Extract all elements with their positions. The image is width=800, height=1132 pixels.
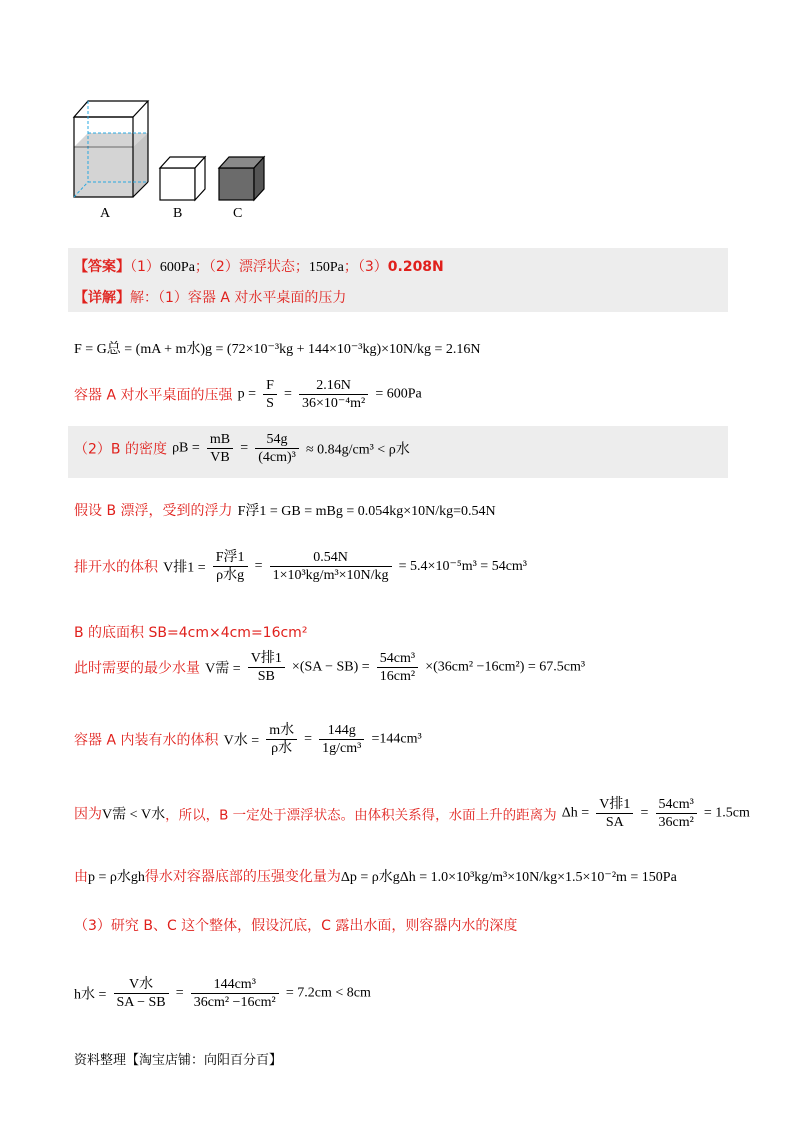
fraction: $\frac{F}{S}$ (263, 377, 277, 412)
fraction: $\frac{\text{F浮1}}{\text{ρ水g}}$ (213, 549, 248, 584)
detail-text: 解：（1）容器 A 对水平桌面的压力 (130, 290, 347, 306)
rise-condition: V需 < V水 (102, 807, 166, 823)
pressure-a-label: 容器 A 对水平桌面的压强 (74, 387, 233, 404)
detail-line (74, 287, 346, 307)
footer-text: 资料整理【淘宝店铺：向阳百分百】 (74, 1053, 283, 1068)
rise-text: ，所以，B 一定处于漂浮状态。由体积关系得，水面上升的距离为 (165, 807, 557, 824)
label-c: C (233, 206, 243, 221)
containers-figure (66, 95, 276, 225)
min-water-line: 此时需要的最少水量 V需 = $\frac{\text{V排1}}{SB}$ ×(SA − SB) = $\frac{\text{54cm³}}{\text{16cm²}}$ ×(36cm² −16cm²) = 67.5cm³ (74, 651, 586, 684)
answer-tag: 【答案】 (74, 259, 130, 275)
force-equation: F = G总 = (mA + m水)g = (72×10⁻³kg + 144×10⁻³kg)×10N/kg = 2.16N (74, 342, 481, 357)
rise-line: 因为V需 < V水，所以，B 一定处于漂浮状态。由体积关系得，水面上升的距离为 Δh = $\frac{\text{V排1}}{SA}$ = $\frac{\text{54cm³}}{\text{36cm²}}$ = 1.5cm (74, 797, 750, 830)
density-b-line: （2）B 的密度 ρB = $\frac{mB}{VB}$ = $\frac{54g}{\text{(4cm)³}}$ ≈ 0.84g/cm³ < ρ水 (74, 432, 410, 465)
area-b: B 的底面积 SB=4cm×4cm=16cm² (74, 625, 308, 641)
buoy-equation: F浮1 = GB = mBg = 0.054kg×10N/kg=0.54N (237, 504, 496, 519)
buoy-line (74, 500, 496, 520)
pressure-a-line: 容器 A 对水平桌面的压强 p = $\frac{F}{S}$ = $\frac{2.16N}{\text{36×10⁻⁴m²}}$ = 600Pa (74, 378, 422, 411)
cube-b (160, 157, 205, 200)
fraction: $\frac{2.16N}{\text{36×10⁻⁴m²}}$ (299, 377, 368, 412)
min-water-label: 此时需要的最少水量 (74, 660, 200, 677)
fraction: $\frac{0.54N}{\text{1×10³kg/m³×10N/kg}}$ (270, 549, 392, 584)
density-b-label: （2）B 的密度 (74, 441, 167, 458)
label-b: B (173, 206, 183, 221)
label-a: A (100, 206, 111, 221)
answer-p1: 600Pa (159, 260, 195, 275)
pchange-line: 由p = ρ水gh得水对容器底部的压强变化量为Δp = ρ水gΔh = 1.0×10³kg/m³×10N/kg×1.5×10⁻²m = 150Pa (74, 869, 677, 885)
fraction: $\frac{\text{144cm³}}{\text{36cm² −16cm²}}$ (191, 976, 279, 1011)
depth-line: h水 = $\frac{\text{V水}}{SA - SB}$ = $\frac{\text{144cm³}}{\text{36cm² −16cm²}}$ = 7.2cm < 8cm (74, 977, 371, 1010)
answer-p2: 150Pa (308, 260, 344, 275)
answer-p3: 0.208N (387, 259, 444, 275)
cube-c (219, 157, 264, 200)
fraction: $\frac{\text{m水}}{\text{ρ水}}$ (266, 722, 297, 757)
answer-line: 【答案】（1）600Pa；（2）漂浮状态；150Pa；（3）0.208N (74, 259, 444, 275)
fraction: $\frac{\text{54cm³}}{\text{36cm²}}$ (656, 796, 697, 831)
pchange-formula: p = ρ水gh (88, 870, 145, 885)
displaced-line: 排开水的体积 V排1 = $\frac{\text{F浮1}}{\text{ρ水g}}$ = $\frac{0.54N}{\text{1×10³kg/m³×10N/kg}}$ = 5.4×10⁻⁵m³ = 54cm³ (74, 550, 528, 583)
fraction: $\frac{\text{V排1}}{SA}$ (596, 796, 633, 831)
water-vol-label: 容器 A 内装有水的体积 (74, 732, 219, 749)
fraction: $\frac{\text{V排1}}{SB}$ (248, 650, 285, 685)
container-a (74, 101, 148, 197)
part3-text: （3）研究 B、C 这个整体，假设沉底，C 露出水面，则容器内水的深度 (74, 918, 518, 934)
fraction: $\frac{144g}{\text{1g/cm³}}$ (319, 722, 364, 757)
pchange-text: 得水对容器底部的压强变化量为 (144, 869, 341, 885)
detail-tag: 【详解】 (74, 290, 130, 306)
pchange-equation: Δp = ρ水gΔh = 1.0×10³kg/m³×10N/kg×1.5×10⁻²m = 150Pa (340, 870, 677, 885)
buoy-label: 假设 B 漂浮，受到的浮力 (74, 503, 233, 519)
water-vol-line: 容器 A 内装有水的体积 V水 = $\frac{\text{m水}}{\text{ρ水}}$ = $\frac{144g}{\text{1g/cm³}}$ =144cm³ (74, 723, 422, 756)
fraction: $\frac{mB}{VB}$ (207, 431, 233, 466)
fraction: $\frac{\text{54cm³}}{\text{16cm²}}$ (377, 650, 418, 685)
fraction: $\frac{54g}{\text{(4cm)³}}$ (255, 431, 299, 466)
displaced-label: 排开水的体积 (74, 559, 158, 576)
fraction: $\frac{\text{V水}}{SA - SB}$ (114, 976, 169, 1011)
